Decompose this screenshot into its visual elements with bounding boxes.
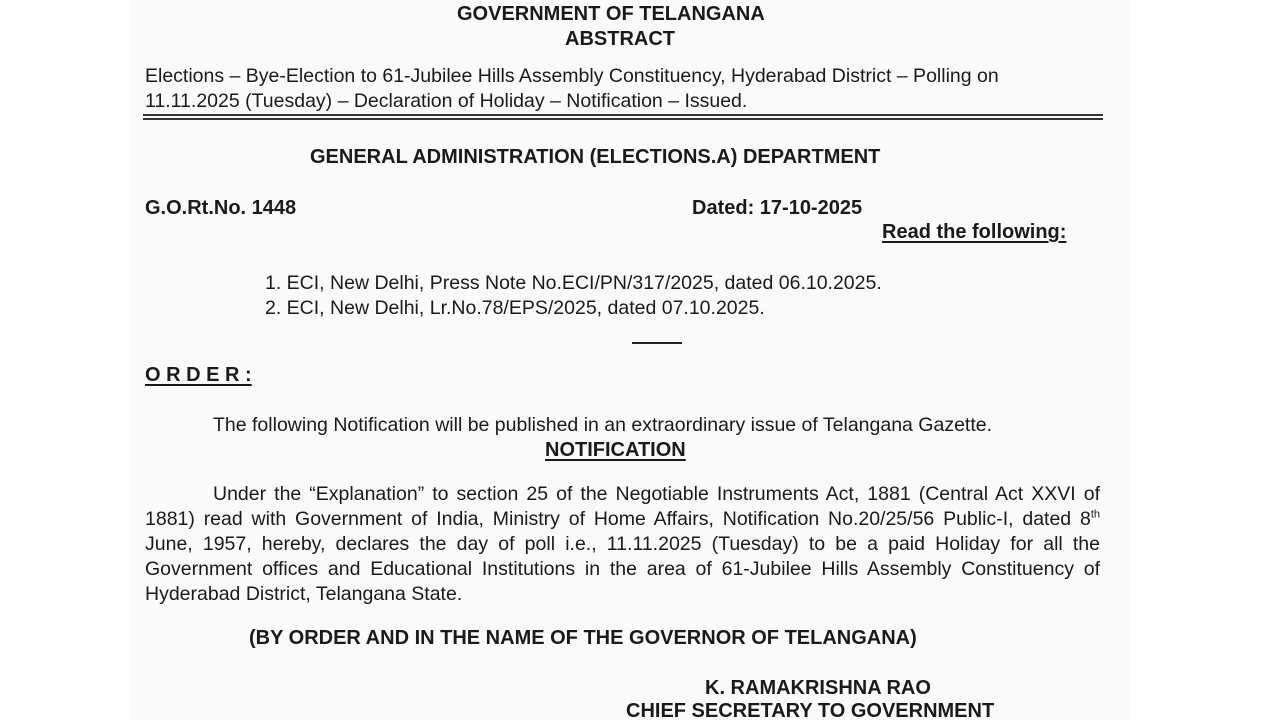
read-following-heading: Read the following:: [882, 221, 1067, 243]
reference-item: 1. ECI, New Delhi, Press Note No.ECI/PN/317/2025, dated 06.10.2025.: [265, 272, 882, 294]
header-abstract: ABSTRACT: [565, 28, 675, 50]
separator-dash: [632, 342, 682, 344]
go-date: Dated: 17-10-2025: [692, 197, 863, 219]
subject-line-1: Elections – Bye-Election to 61-Jubilee Hills Assembly Constituency, Hyderabad District – Polling on: [145, 65, 999, 87]
signatory-designation: CHIEF SECRETARY TO GOVERNMENT: [626, 700, 995, 722]
order-intro: The following Notification will be published in an extraordinary issue of Telangana Gazette.: [213, 414, 993, 436]
by-order-line: (BY ORDER AND IN THE NAME OF THE GOVERNOR OF TELANGANA): [249, 627, 917, 649]
go-number: G.O.Rt.No. 1448: [145, 197, 297, 219]
date-ordinal-suffix: th: [1090, 508, 1100, 521]
order-heading: O R D E R :: [145, 364, 252, 386]
header-government: GOVERNMENT OF TELANGANA: [457, 3, 765, 25]
notification-heading: NOTIFICATION: [545, 439, 686, 461]
notification-text-part2: June, 1957, hereby, declares the day of poll i.e., 11.11.2025 (Tuesday) to be a paid Holiday for all the Government offices and Educational Institutions in the area of 61-Jubilee Hills Assembly Constituency of Hyderabad District, Telangana State.: [145, 533, 1100, 605]
reference-item: 2. ECI, New Delhi, Lr.No.78/EPS/2025, dated 07.10.2025.: [265, 297, 765, 319]
notification-text-part1: Under the “Explanation” to section 25 of the Negotiable Instruments Act, 1881 (Central Act XXVI of 1881) read with Government of India, Ministry of Home Affairs, Notification No.20/25/56 Public-I, dated 8: [145, 483, 1100, 530]
signatory-name: K. RAMAKRISHNA RAO: [705, 677, 931, 699]
subject-line-2: 11.11.2025 (Tuesday) – Declaration of Holiday – Notification – Issued.: [145, 90, 748, 112]
double-rule: [143, 114, 1103, 120]
notification-body: [145, 482, 1100, 607]
department-title: GENERAL ADMINISTRATION (ELECTIONS.A) DEPARTMENT: [310, 146, 881, 168]
